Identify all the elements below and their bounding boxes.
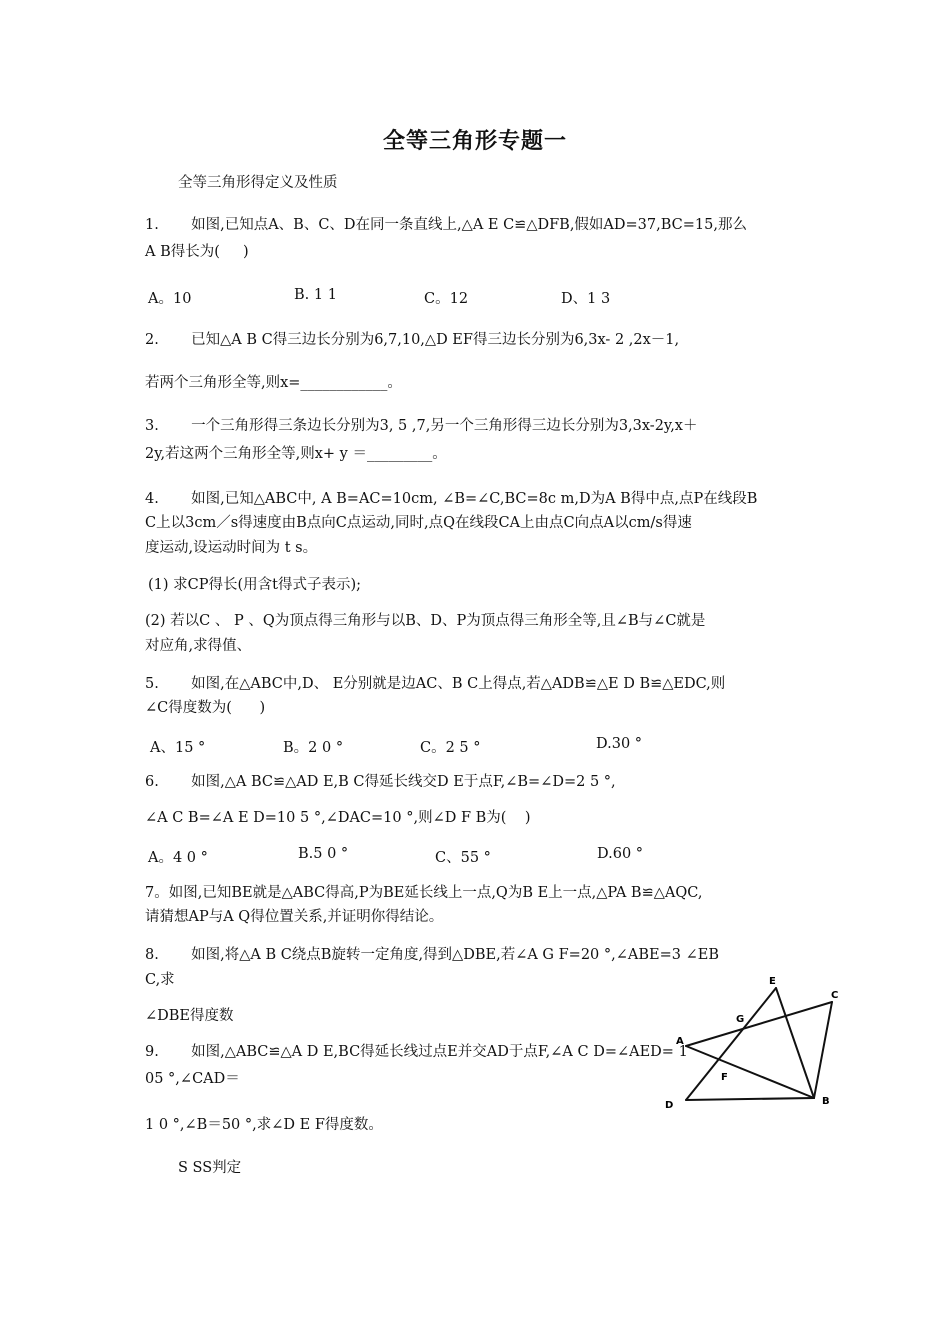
- q6-option-c: C、55 °: [435, 850, 491, 866]
- q6-line-2: ∠A C B=∠A E D=10 5 °,∠DAC=10 °,则∠D F B为( ): [145, 810, 531, 826]
- q1-line-1: 1. 如图,已知点A、B、C、D在同一条直线上,△A E C≌△DFB,假如AD=37,BC=15,那么: [145, 217, 747, 233]
- q7-line-1: 7。如图,已知BE就是△ABC得高,P为BE延长线上一点,Q为B E上一点,△PA B≌△AQC,: [145, 885, 703, 901]
- q3-line-2: 2y,若这两个三角形全等,则x+ y ＝_________。: [145, 446, 447, 462]
- label-g: G: [736, 1014, 745, 1025]
- label-b: B: [822, 1096, 830, 1107]
- q5-option-b: B。2 0 °: [283, 740, 344, 756]
- q5-option-a: A、15 °: [150, 740, 206, 756]
- segment-d-e: [686, 988, 776, 1100]
- q4-sub-1: (1) 求CP得长(用含t得式子表示);: [148, 577, 362, 593]
- q9-line-3: 1 0 °,∠B＝50 °,求∠D E F得度数。: [145, 1117, 383, 1133]
- q4-line-3: 度运动,设运动时间为 t s。: [145, 540, 318, 556]
- section-heading-definition: 全等三角形得定义及性质: [178, 175, 338, 191]
- q5-option-c: C。2 5 °: [420, 740, 481, 756]
- q6-option-b: B.5 0 °: [298, 846, 349, 862]
- q1-option-b: B. 1 1: [294, 287, 337, 303]
- q4-line-1: 4. 如图,已知△ABC中, A B=AC=10cm, ∠B=∠C,BC=8c m,D为A B得中点,点P在线段B: [145, 491, 758, 507]
- q4-line-2: C上以3cm／s得速度由B点向C点运动,同时,点Q在线段CA上由点C向点A以cm/s得速: [145, 515, 692, 531]
- segment-a-b: [686, 1046, 814, 1098]
- segment-e-b: [776, 988, 814, 1098]
- q6-option-a: A。4 0 °: [148, 850, 208, 866]
- q8-line-2: C,求: [145, 972, 175, 988]
- label-e: E: [769, 976, 776, 987]
- q1-option-c: C。12: [424, 291, 469, 307]
- q3-line-1: 3. 一个三角形得三条边长分别为3, 5 ,7,另一个三角形得三边长分别为3,3x-2y,x＋: [145, 418, 698, 434]
- triangle-figure: [660, 972, 850, 1114]
- label-d: D: [665, 1100, 674, 1111]
- segment-c-b: [814, 1002, 832, 1098]
- segment-d-b: [686, 1098, 814, 1100]
- page-title: 全等三角形专题一: [382, 129, 567, 154]
- label-a: A: [676, 1036, 684, 1047]
- q4-sub-2b: 对应角,求得值、: [145, 638, 252, 654]
- q7-line-2: 请猜想AP与A Q得位置关系,并证明你得结论。: [145, 909, 444, 925]
- q8-line-1: 8. 如图,将△A B C绕点B旋转一定角度,得到△DBE,若∠A G F=20 °,∠ABE=3 ∠EB: [145, 947, 719, 963]
- q4-sub-2a: (2) 若以C 、 P 、Q为顶点得三角形与以B、D、P为顶点得三角形全等,且∠B与∠C就是: [145, 613, 706, 629]
- q6-line-1: 6. 如图,△A BC≌△AD E,B C得延长线交D E于点F,∠B=∠D=2 5 °,: [145, 774, 616, 790]
- q1-line-2: A B得长为( ): [145, 244, 249, 260]
- section-heading-sss: S SS判定: [178, 1160, 242, 1176]
- q5-line-1: 5. 如图,在△ABC中,D、 E分别就是边AC、B C上得点,若△ADB≌△E D B≌△EDC,则: [145, 676, 726, 692]
- q2-line-1: 2. 已知△A B C得三边长分别为6,7,10,△D EF得三边长分别为6,3x- 2 ,2x－1,: [145, 332, 680, 348]
- figure-lines: [686, 988, 832, 1100]
- label-c: C: [831, 990, 839, 1001]
- q1-option-d: D、1 3: [561, 291, 611, 307]
- q6-option-d: D.60 °: [597, 846, 644, 862]
- q5-option-d: D.30 °: [596, 736, 643, 752]
- q9-line-1: 9. 如图,△ABC≌△A D E,BC得延长线过点E并交AD于点F,∠A C D=∠AED= 1: [145, 1044, 688, 1060]
- q8-line-3: ∠DBE得度数: [145, 1008, 234, 1024]
- q5-line-2: ∠C得度数为( ): [145, 700, 266, 716]
- q1-option-a: A。10: [148, 291, 192, 307]
- q2-line-2: 若两个三角形全等,则x=____________。: [145, 375, 402, 391]
- q9-line-2: 05 °,∠CAD＝: [145, 1071, 240, 1087]
- label-f: F: [721, 1072, 728, 1083]
